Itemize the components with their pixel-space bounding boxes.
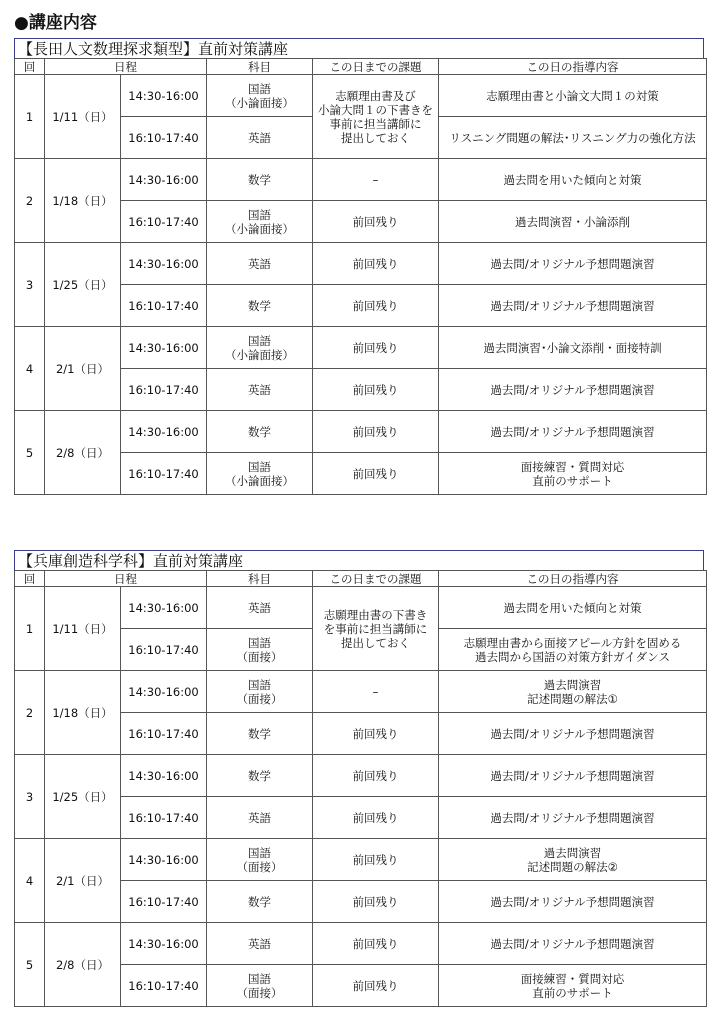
session-subject: 国語 （面接）: [207, 671, 313, 713]
session-number: 1: [15, 587, 45, 671]
session-subject: 数学: [207, 411, 313, 453]
session-assignment: 前回残り: [313, 327, 439, 369]
session-subject: 数学: [207, 713, 313, 755]
session-time: 14:30-16:00: [121, 587, 207, 629]
schedule-table: [14, 570, 707, 1007]
header-kamoku: 科目: [207, 59, 313, 75]
header-kai: 回: [15, 59, 45, 75]
session-content: 過去問演習･小論文添削・面接特訓: [439, 327, 707, 369]
table-row: [15, 923, 707, 965]
session-content: 過去問/オリジナル予想問題演習: [439, 881, 707, 923]
header-shido: この日の指導内容: [439, 571, 707, 587]
session-subject: 数学: [207, 285, 313, 327]
session-time: 16:10-17:40: [121, 369, 207, 411]
session-time: 16:10-17:40: [121, 629, 207, 671]
session-time: 16:10-17:40: [121, 117, 207, 159]
session-number: 4: [15, 327, 45, 411]
session-time: 16:10-17:40: [121, 453, 207, 495]
session-assignment: 前回残り: [313, 369, 439, 411]
session-content: 過去問/オリジナル予想問題演習: [439, 923, 707, 965]
session-subject: 国語 （面接）: [207, 965, 313, 1007]
session-content: 過去問/オリジナル予想問題演習: [439, 755, 707, 797]
session-content: 過去問を用いた傾向と対策: [439, 587, 707, 629]
session-date: 2/1（日）: [45, 839, 121, 923]
session-subject: 国語 （面接）: [207, 839, 313, 881]
session-time: 16:10-17:40: [121, 713, 207, 755]
session-content: 過去問/オリジナル予想問題演習: [439, 285, 707, 327]
session-time: 14:30-16:00: [121, 327, 207, 369]
table-row: [15, 243, 707, 285]
session-time: 14:30-16:00: [121, 159, 207, 201]
table-row: [15, 411, 707, 453]
session-number: 2: [15, 159, 45, 243]
session-number: 3: [15, 243, 45, 327]
header-kadai: この日までの課題: [313, 571, 439, 587]
session-content: 過去問/オリジナル予想問題演習: [439, 797, 707, 839]
session-content: 過去問/オリジナル予想問題演習: [439, 713, 707, 755]
session-date: 1/25（日）: [45, 755, 121, 839]
session-content: 過去問演習 記述問題の解法②: [439, 839, 707, 881]
session-content: 過去問/オリジナル予想問題演習: [439, 369, 707, 411]
session-time: 16:10-17:40: [121, 201, 207, 243]
session-subject: 国語 （小論面接）: [207, 327, 313, 369]
table-row: [15, 839, 707, 881]
session-subject: 国語 （面接）: [207, 629, 313, 671]
session-assignment: –: [313, 159, 439, 201]
session-date: 2/8（日）: [45, 923, 121, 1007]
session-content: リスニング問題の解法･リスニング力の強化方法: [439, 117, 707, 159]
session-content: 過去問/オリジナル予想問題演習: [439, 411, 707, 453]
session-assignment: 志願理由書の下書き を事前に担当講師に 提出しておく: [313, 587, 439, 671]
section-heading: ●講座内容: [14, 13, 97, 33]
table-title: 【長田人文数理探求類型】直前対策講座: [14, 38, 704, 58]
table-row: [15, 755, 707, 797]
session-assignment: 前回残り: [313, 453, 439, 495]
session-subject: 数学: [207, 159, 313, 201]
session-subject: 英語: [207, 797, 313, 839]
session-time: 14:30-16:00: [121, 75, 207, 117]
session-time: 16:10-17:40: [121, 285, 207, 327]
header-kamoku: 科目: [207, 571, 313, 587]
table-row: [15, 587, 707, 629]
session-date: 1/18（日）: [45, 159, 121, 243]
session-content: 過去問演習 記述問題の解法①: [439, 671, 707, 713]
header-kadai: この日までの課題: [313, 59, 439, 75]
session-content: 志願理由書から面接アピール方針を固める 過去問から国語の対策方針ガイダンス: [439, 629, 707, 671]
header-nittei: 日程: [45, 571, 207, 587]
session-time: 14:30-16:00: [121, 671, 207, 713]
session-assignment: 前回残り: [313, 923, 439, 965]
header-kai: 回: [15, 571, 45, 587]
session-content: 面接練習・質問対応 直前のサポート: [439, 453, 707, 495]
session-assignment: 前回残り: [313, 755, 439, 797]
session-number: 5: [15, 923, 45, 1007]
session-date: 2/8（日）: [45, 411, 121, 495]
session-time: 14:30-16:00: [121, 411, 207, 453]
session-subject: 国語 （小論面接）: [207, 75, 313, 117]
session-content: 面接練習・質問対応 直前のサポート: [439, 965, 707, 1007]
session-assignment: 前回残り: [313, 285, 439, 327]
session-subject: 数学: [207, 755, 313, 797]
session-assignment: 前回残り: [313, 411, 439, 453]
header-shido: この日の指導内容: [439, 59, 707, 75]
session-content: 志願理由書と小論文大問１の対策: [439, 75, 707, 117]
session-number: 5: [15, 411, 45, 495]
session-content: 過去問/オリジナル予想問題演習: [439, 243, 707, 285]
session-number: 3: [15, 755, 45, 839]
session-date: 2/1（日）: [45, 327, 121, 411]
session-time: 14:30-16:00: [121, 839, 207, 881]
session-assignment: 志願理由書及び 小論大問１の下書きを 事前に担当講師に 提出しておく: [313, 75, 439, 159]
table-row: [15, 671, 707, 713]
session-subject: 英語: [207, 587, 313, 629]
session-time: 14:30-16:00: [121, 755, 207, 797]
session-date: 1/25（日）: [45, 243, 121, 327]
session-subject: 国語 （小論面接）: [207, 453, 313, 495]
session-content: 過去問演習・小論添削: [439, 201, 707, 243]
session-number: 4: [15, 839, 45, 923]
session-assignment: 前回残り: [313, 965, 439, 1007]
session-date: 1/11（日）: [45, 587, 121, 671]
session-number: 2: [15, 671, 45, 755]
session-assignment: 前回残り: [313, 243, 439, 285]
session-time: 16:10-17:40: [121, 881, 207, 923]
session-assignment: –: [313, 671, 439, 713]
session-assignment: 前回残り: [313, 713, 439, 755]
session-date: 1/18（日）: [45, 671, 121, 755]
session-time: 14:30-16:00: [121, 923, 207, 965]
session-assignment: 前回残り: [313, 201, 439, 243]
session-time: 14:30-16:00: [121, 243, 207, 285]
table-row: [15, 327, 707, 369]
session-assignment: 前回残り: [313, 881, 439, 923]
session-subject: 国語 （小論面接）: [207, 201, 313, 243]
session-subject: 英語: [207, 243, 313, 285]
table-row: [15, 159, 707, 201]
table-title: 【兵庫創造科学科】直前対策講座: [14, 550, 704, 570]
session-subject: 英語: [207, 369, 313, 411]
session-assignment: 前回残り: [313, 797, 439, 839]
session-content: 過去問を用いた傾向と対策: [439, 159, 707, 201]
schedule-table: [14, 58, 707, 495]
session-subject: 英語: [207, 117, 313, 159]
session-date: 1/11（日）: [45, 75, 121, 159]
table-row: [15, 75, 707, 117]
session-time: 16:10-17:40: [121, 965, 207, 1007]
session-assignment: 前回残り: [313, 839, 439, 881]
header-nittei: 日程: [45, 59, 207, 75]
session-time: 16:10-17:40: [121, 797, 207, 839]
session-subject: 数学: [207, 881, 313, 923]
session-subject: 英語: [207, 923, 313, 965]
session-number: 1: [15, 75, 45, 159]
